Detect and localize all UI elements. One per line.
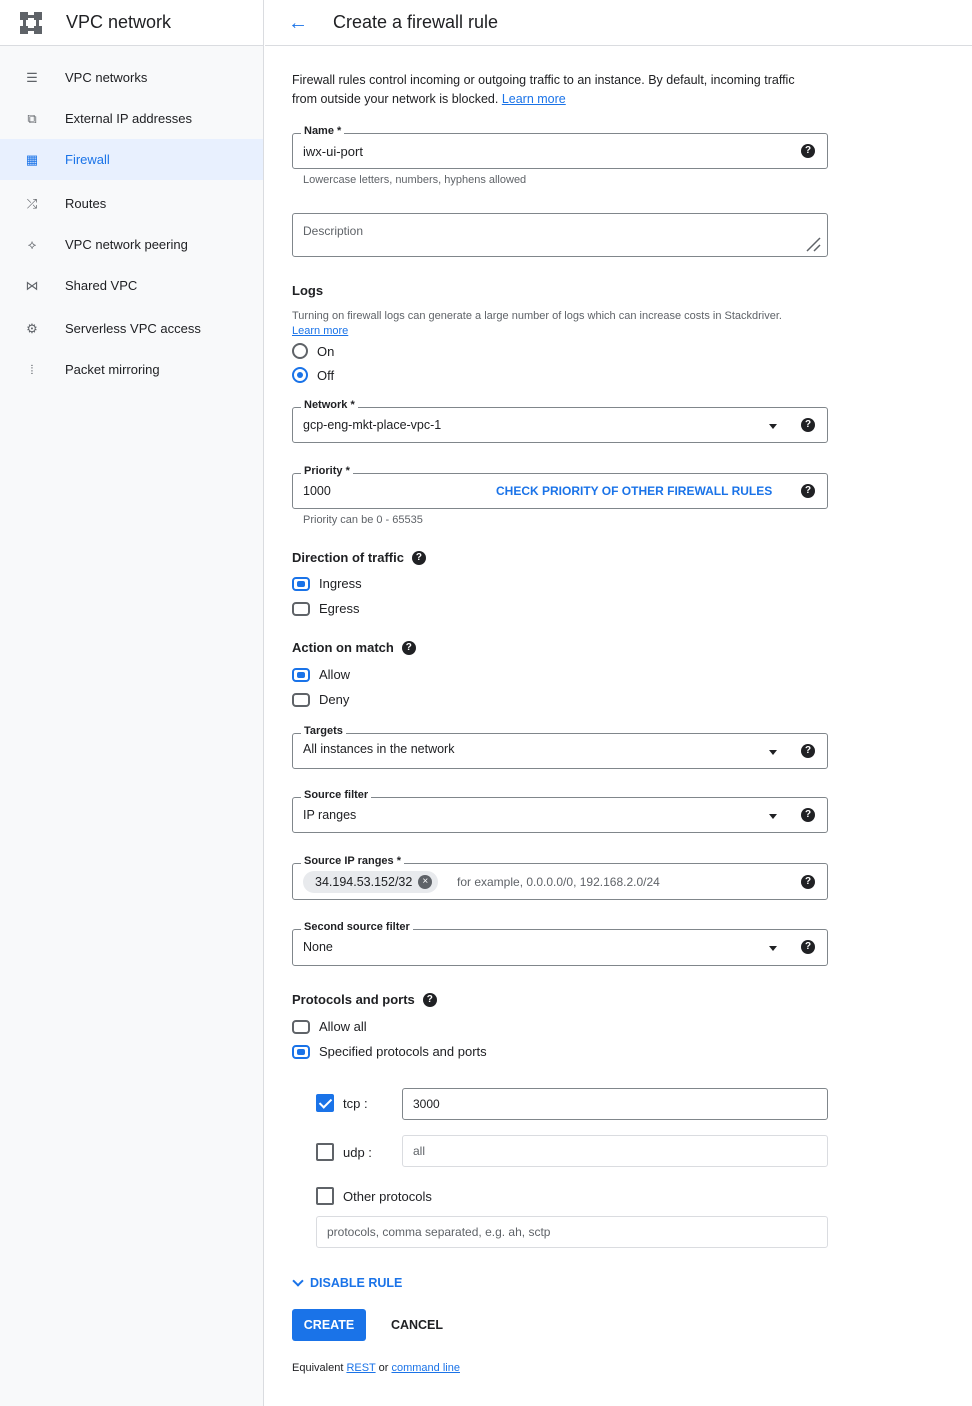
protocols-allow-all-radio[interactable] bbox=[292, 1019, 367, 1034]
help-icon[interactable]: ? bbox=[801, 875, 815, 889]
equivalent-or: or bbox=[378, 1362, 389, 1374]
direction-title-text: Direction of traffic bbox=[292, 550, 404, 565]
radio-unchecked-icon bbox=[292, 693, 310, 707]
source-filter-label: Source filter bbox=[301, 789, 371, 801]
name-field[interactable] bbox=[292, 125, 828, 169]
intro-text bbox=[292, 71, 822, 109]
radio-label: Deny bbox=[319, 692, 350, 707]
cancel-button[interactable]: CANCEL bbox=[390, 1318, 444, 1332]
checkbox-unchecked-icon bbox=[316, 1187, 334, 1205]
check-priority-button[interactable]: CHECK PRIORITY OF OTHER FIREWALL RULES bbox=[496, 484, 773, 498]
shared-vpc-icon: ⋈ bbox=[25, 277, 39, 293]
vpc-network-logo-icon bbox=[20, 12, 42, 34]
logs-title: Logs bbox=[292, 283, 324, 298]
name-hint: Lowercase letters, numbers, hyphens allowed bbox=[303, 174, 527, 186]
help-icon[interactable]: ? bbox=[801, 940, 815, 954]
page-title: Create a firewall rule bbox=[333, 12, 499, 32]
radio-label: On bbox=[317, 343, 335, 359]
name-label: Name * bbox=[301, 125, 344, 137]
sidebar-item-packet-mirroring[interactable] bbox=[0, 349, 263, 390]
page-header bbox=[265, 0, 972, 46]
help-icon[interactable]: ? bbox=[801, 808, 815, 822]
help-icon[interactable]: ? bbox=[423, 993, 437, 1007]
tcp-ports-input[interactable]: 3000 bbox=[402, 1088, 828, 1120]
help-icon[interactable]: ? bbox=[412, 551, 426, 565]
sidebar-item-shared-vpc[interactable] bbox=[0, 265, 263, 306]
targets-select[interactable] bbox=[292, 725, 828, 769]
targets-value: All instances in the network bbox=[303, 742, 455, 756]
sidebar-item-label: VPC networks bbox=[65, 70, 148, 85]
radio-unchecked-icon bbox=[292, 602, 310, 616]
radio-label: Allow all bbox=[319, 1019, 367, 1034]
sidebar-item-routes[interactable] bbox=[0, 183, 263, 224]
radio-checked-icon bbox=[292, 668, 310, 682]
tcp-label: tcp : bbox=[343, 1095, 368, 1111]
help-icon[interactable]: ? bbox=[801, 144, 815, 158]
source-filter-value: IP ranges bbox=[303, 808, 357, 822]
help-icon[interactable]: ? bbox=[801, 418, 815, 432]
dropdown-caret-icon bbox=[769, 946, 777, 951]
other-protocols-label: Other protocols bbox=[343, 1188, 432, 1204]
sidebar-item-external-ip[interactable] bbox=[0, 98, 263, 139]
intro-description: Firewall rules control incoming or outgoing traffic to an instance. By default, incoming traffic from outside your network is blocked. bbox=[292, 73, 795, 106]
checkbox-checked-icon bbox=[316, 1094, 334, 1112]
second-source-filter-select[interactable] bbox=[292, 921, 828, 966]
radio-checked-icon bbox=[292, 577, 310, 591]
dropdown-caret-icon bbox=[769, 424, 777, 429]
second-source-label: Second source filter bbox=[301, 921, 413, 933]
radio-label: Allow bbox=[319, 667, 351, 682]
help-icon[interactable]: ? bbox=[402, 641, 416, 655]
source-ip-label: Source IP ranges * bbox=[301, 855, 404, 867]
tcp-checkbox[interactable] bbox=[316, 1094, 368, 1112]
network-select[interactable] bbox=[292, 399, 828, 443]
action-deny-radio[interactable] bbox=[292, 692, 349, 707]
equivalent-links bbox=[292, 1362, 460, 1374]
sidebar-item-label: Serverless VPC access bbox=[65, 321, 201, 336]
direction-egress-radio[interactable] bbox=[292, 601, 359, 616]
sidebar-item-serverless-vpc[interactable] bbox=[0, 308, 263, 349]
source-ip-placeholder: for example, 0.0.0.0/0, 192.168.2.0/24 bbox=[457, 875, 660, 889]
radio-label: Ingress bbox=[319, 576, 362, 591]
protocols-title-text: Protocols and ports bbox=[292, 992, 415, 1007]
network-value: gcp-eng-mkt-place-vpc-1 bbox=[303, 418, 442, 432]
action-title-text: Action on match bbox=[292, 640, 394, 655]
action-title bbox=[292, 640, 416, 655]
vpc-networks-icon: ☰ bbox=[26, 69, 38, 85]
packet-mirroring-icon: ⦙ bbox=[30, 361, 34, 377]
udp-ports-input[interactable]: all bbox=[402, 1135, 828, 1167]
priority-hint: Priority can be 0 - 65535 bbox=[303, 514, 423, 526]
sidebar-item-vpc-networks[interactable] bbox=[0, 57, 263, 98]
sidebar-item-label: Shared VPC bbox=[65, 278, 138, 293]
sidebar-item-vpc-peering[interactable] bbox=[0, 224, 263, 265]
targets-label: Targets bbox=[301, 725, 346, 737]
dropdown-caret-icon bbox=[769, 750, 777, 755]
disable-rule-toggle[interactable] bbox=[292, 1276, 402, 1290]
radio-label: Egress bbox=[319, 601, 360, 616]
priority-input[interactable]: 1000 bbox=[303, 484, 331, 498]
second-source-value: None bbox=[303, 940, 333, 954]
firewall-icon: ▦ bbox=[25, 151, 39, 167]
checkbox-unchecked-icon bbox=[316, 1143, 334, 1161]
description-field[interactable] bbox=[292, 213, 828, 257]
other-protocols-input[interactable]: protocols, comma separated, e.g. ah, sctp bbox=[316, 1216, 828, 1248]
priority-field[interactable] bbox=[292, 465, 828, 509]
sidebar-item-label: Routes bbox=[65, 196, 107, 211]
dropdown-caret-icon bbox=[769, 814, 777, 819]
sidebar-item-label: Packet mirroring bbox=[65, 362, 160, 377]
radio-label: Off bbox=[317, 367, 335, 383]
routes-icon: ⤮ bbox=[26, 195, 38, 211]
create-button[interactable]: CREATE bbox=[292, 1309, 366, 1341]
ip-range-chip[interactable] bbox=[303, 871, 438, 893]
logs-off-radio[interactable] bbox=[292, 367, 334, 383]
chip-remove-icon[interactable]: × bbox=[418, 875, 432, 889]
name-input[interactable]: iwx-ui-port bbox=[303, 144, 363, 159]
external-ip-icon: ⧉ bbox=[27, 110, 37, 126]
peering-icon: ⟡ bbox=[27, 236, 37, 252]
help-icon[interactable]: ? bbox=[801, 484, 815, 498]
network-label: Network * bbox=[301, 399, 358, 411]
back-arrow-icon[interactable]: ← bbox=[288, 11, 308, 34]
equivalent-prefix: Equivalent bbox=[292, 1362, 344, 1374]
sidebar-item-label: Firewall bbox=[65, 152, 110, 167]
radio-checked-icon bbox=[292, 367, 308, 383]
protocols-title bbox=[292, 992, 437, 1007]
logs-learn-more-link[interactable]: Learn more bbox=[292, 325, 349, 337]
sidebar-item-label: VPC network peering bbox=[65, 237, 188, 252]
other-protocols-checkbox[interactable] bbox=[316, 1187, 432, 1205]
source-ip-ranges-field[interactable] bbox=[292, 855, 828, 900]
description-placeholder: Description bbox=[303, 224, 364, 238]
direction-title bbox=[292, 550, 426, 565]
radio-unchecked-icon bbox=[292, 1020, 310, 1034]
priority-label: Priority * bbox=[301, 465, 353, 477]
command-line-link[interactable]: command line bbox=[391, 1362, 460, 1374]
sidebar-item-label: External IP addresses bbox=[65, 111, 192, 126]
serverless-icon: ⚙ bbox=[26, 320, 38, 336]
disable-rule-label: DISABLE RULE bbox=[310, 1276, 403, 1290]
direction-ingress-radio[interactable] bbox=[292, 576, 362, 591]
sidebar-title: VPC network bbox=[66, 12, 172, 32]
radio-checked-icon bbox=[292, 1045, 310, 1059]
radio-unchecked-icon bbox=[292, 343, 308, 359]
help-icon[interactable]: ? bbox=[801, 744, 815, 758]
logs-desc-text: Turning on firewall logs can generate a large number of logs which can increase costs in Stackdriver. bbox=[292, 310, 782, 322]
radio-label: Specified protocols and ports bbox=[319, 1044, 487, 1059]
intro-learn-more-link[interactable]: Learn more bbox=[501, 92, 566, 106]
rest-link[interactable]: REST bbox=[346, 1362, 376, 1374]
chevron-down-icon bbox=[292, 1275, 303, 1286]
udp-label: udp : bbox=[343, 1144, 372, 1160]
sidebar-header bbox=[0, 0, 263, 46]
ip-range-chip-label: 34.194.53.152/32 bbox=[315, 875, 413, 889]
sidebar bbox=[0, 0, 264, 1406]
action-allow-radio[interactable] bbox=[292, 667, 350, 682]
udp-checkbox[interactable] bbox=[316, 1143, 372, 1161]
resize-handle-icon[interactable] bbox=[805, 236, 821, 252]
logs-description bbox=[292, 309, 802, 339]
sidebar-item-firewall[interactable] bbox=[0, 139, 263, 180]
logs-on-radio[interactable] bbox=[292, 343, 334, 359]
source-filter-select[interactable] bbox=[292, 789, 828, 833]
protocols-specified-radio[interactable] bbox=[292, 1044, 487, 1059]
